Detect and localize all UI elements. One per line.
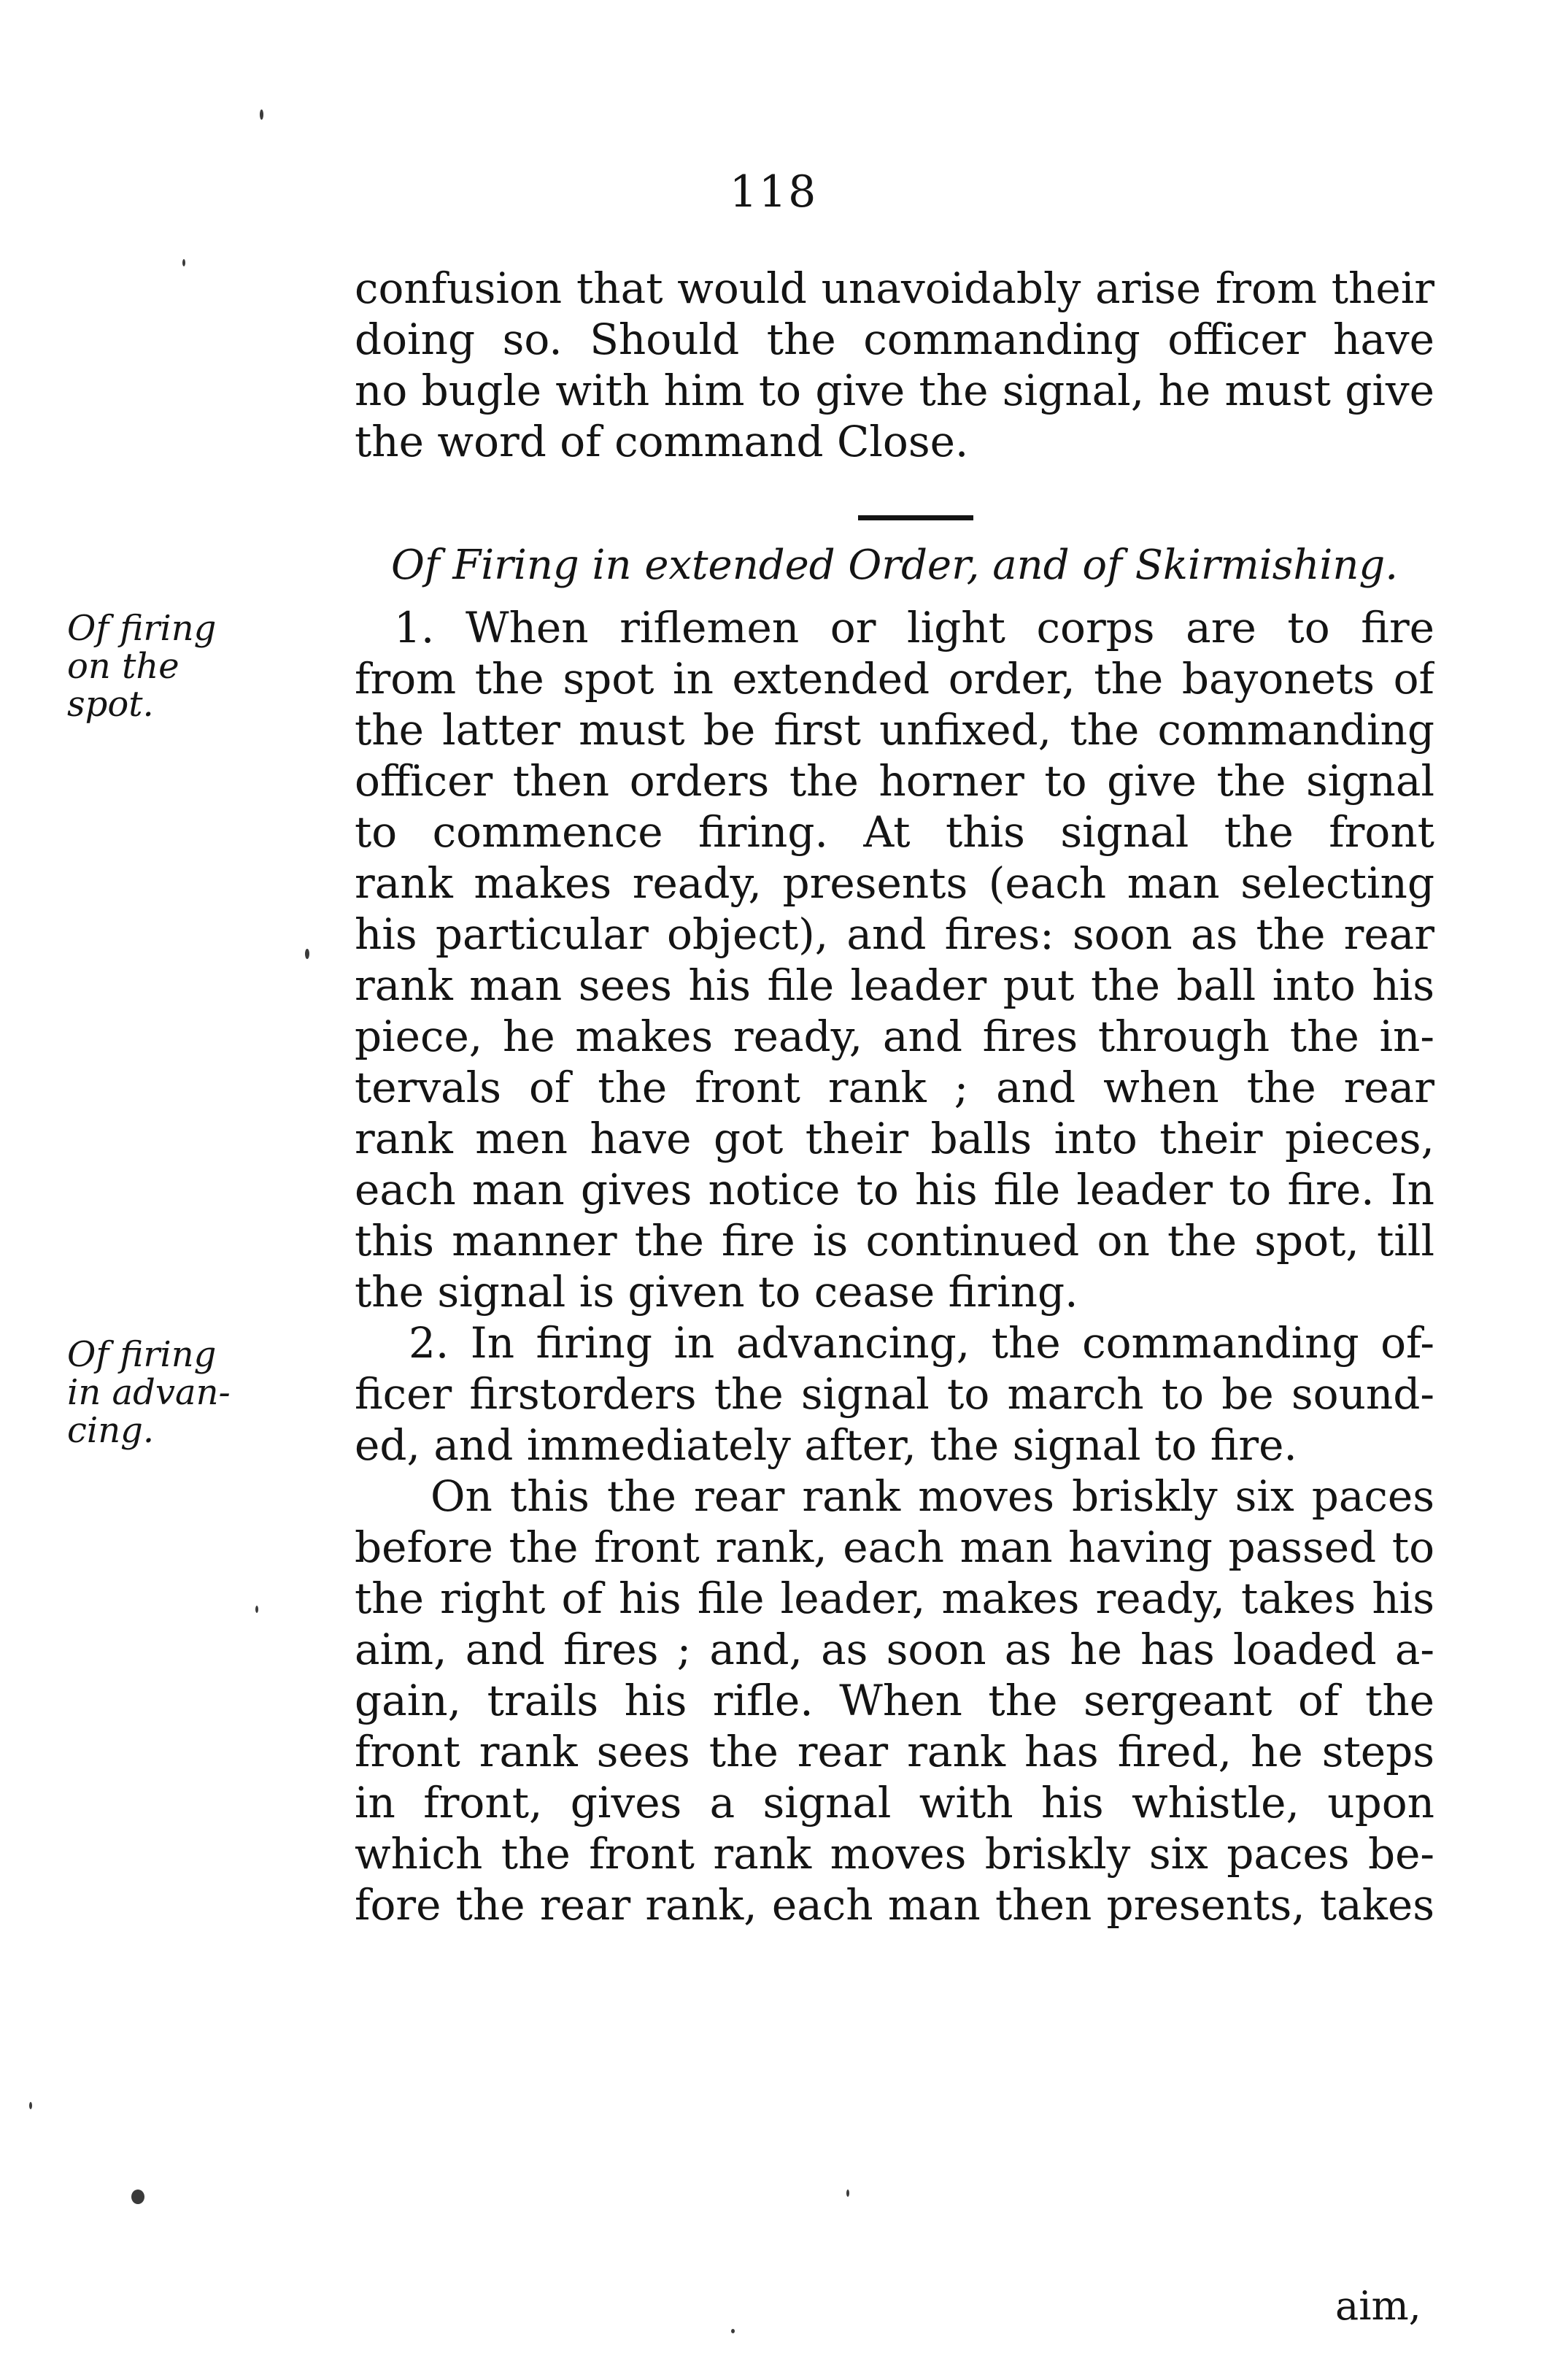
catchword: aim,: [1335, 2283, 1421, 2329]
text-line: this manner the fire is continued on the spot, till: [355, 1216, 1434, 1266]
text-line: his particular object), and fires: soon as the rear: [355, 909, 1434, 959]
text-line: rank men have got their balls into their pieces,: [355, 1114, 1434, 1163]
text-line: front rank sees the rear rank has fired, he steps: [355, 1727, 1434, 1776]
text-line: tervals of the front rank ; and when the rear: [355, 1063, 1434, 1112]
text-line: in front, gives a signal with his whistle, upon: [355, 1778, 1434, 1828]
scan-speck: [255, 1606, 258, 1613]
text-line: piece, he makes ready, and fires through the in-: [355, 1012, 1434, 1061]
text-line: the latter must be first unfixed, the commanding: [355, 705, 1434, 755]
section-divider: [858, 515, 973, 520]
text-line: 2. In firing in advancing, the commanding of-: [409, 1318, 1434, 1368]
text-line: fore the rear rank, each man then presents, takes: [355, 1880, 1434, 1930]
text-line: 1. When riflemen or light corps are to fire: [394, 603, 1434, 652]
text-line: from the spot in extended order, the bayonets of: [355, 654, 1434, 704]
text-line: officer then orders the horner to give the signal: [355, 756, 1434, 806]
scan-speck: [305, 949, 309, 959]
scan-speck: [182, 259, 185, 266]
margin-note-firing-on-spot: Of firing on the spot.: [67, 608, 217, 725]
text-line: ficer firstorders the signal to march to be sound-: [355, 1369, 1434, 1419]
text-line: to commence firing. At this signal the front: [355, 807, 1434, 857]
text-line: rank man sees his file leader put the ball into his: [355, 960, 1434, 1010]
text-line: the word of command Close.: [355, 417, 969, 466]
text-line: before the front rank, each man having passed to: [355, 1522, 1434, 1572]
text-line: confusion that would unavoidably arise from their: [355, 263, 1434, 313]
scan-speck: [29, 2102, 32, 2109]
scan-speck: [846, 2190, 849, 2197]
text-line: rank makes ready, presents (each man selecting: [355, 858, 1434, 908]
section-heading: Of Firing in extended Order, and of Skirmishing.: [390, 542, 1399, 589]
text-line: each man gives notice to his file leader to fire. In: [355, 1165, 1434, 1214]
text-line: doing so. Should the commanding officer have: [355, 315, 1434, 364]
margin-note-firing-advancing: Of firing in advan- cing.: [67, 1334, 231, 1451]
text-line: gain, trails his rifle. When the sergeant of the: [355, 1676, 1434, 1725]
scan-speck: [131, 2190, 144, 2204]
text-line: the right of his file leader, makes ready, takes his: [355, 1574, 1434, 1623]
scan-speck: [731, 2329, 735, 2333]
text-line: the signal is given to cease firing.: [355, 1267, 1078, 1317]
text-line: aim, and fires ; and, as soon as he has loaded a-: [355, 1625, 1434, 1674]
scan-speck: [260, 109, 263, 120]
text-line: no bugle with him to give the signal, he must give: [355, 366, 1434, 415]
page-number: 118: [729, 166, 818, 217]
text-line: which the front rank moves briskly six paces be-: [355, 1829, 1434, 1879]
text-line: On this the rear rank moves briskly six paces: [430, 1471, 1434, 1521]
text-line: ed, and immediately after, the signal to fire.: [355, 1420, 1297, 1470]
